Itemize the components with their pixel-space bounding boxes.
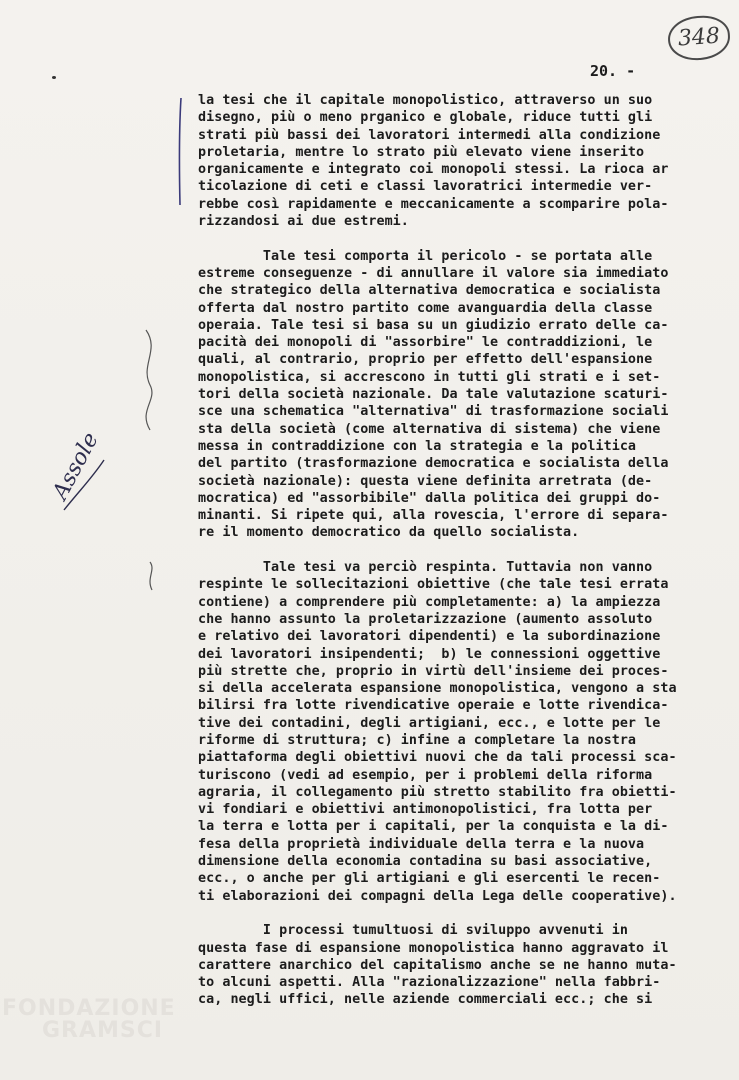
- text-line: ti elaborazioni dei compagni della Lega delle cooperative).: [198, 888, 677, 904]
- text-line: organicamente e integrato coi monopoli stessi. La rioca ar: [198, 162, 669, 178]
- text-line: vi fondiari e obiettivi antimonopolistici, fra lotta per: [198, 802, 653, 818]
- text-line: [198, 905, 718, 922]
- text-line: ca, negli uffici, nelle aziende commerciali ecc.; che si: [198, 992, 653, 1008]
- text-line: messa in contraddizione con la strategia e la politica: [198, 438, 637, 454]
- text-line: proletaria, mentre lo strato più elevato viene inserito: [198, 144, 645, 160]
- text-line: dei lavoratori insipendenti; b) le connessioni oggettive: [198, 646, 661, 662]
- text-line: operaia. Tale tesi si basa su un giudizio errato delle ca-: [198, 317, 669, 333]
- text-line: strati più bassi dei lavoratori intermedi alla condizione: [198, 127, 661, 143]
- text-line: sta della società (come alternativa di sistema) che viene: [198, 421, 661, 437]
- text-line: questa fase di espansione monopolistica hanno aggravato il: [198, 940, 669, 956]
- text-line: quali, al contrario, proprio per effetto dell'espansione: [198, 352, 653, 368]
- text-line: re il momento democratico da quello socialista.: [198, 525, 580, 541]
- text-line: [198, 542, 718, 559]
- text-line: to alcuni aspetti. Alla "razionalizzazione" nella fabbri-: [198, 975, 661, 991]
- text-line: carattere anarchico del capitalismo anche se ne hanno muta-: [198, 957, 677, 973]
- text-line: tori della società nazionale. Da tale valutazione scaturi-: [198, 387, 669, 403]
- text-line: Tale tesi va perciò respinta. Tuttavia non vanno: [198, 560, 653, 576]
- text-line: minanti. Si ripete qui, alla rovescia, l'errore di separa-: [198, 508, 669, 524]
- typewritten-body: [198, 92, 718, 1009]
- text-line: e relativo dei lavoratori dipendenti) e la subordinazione: [198, 629, 661, 645]
- text-line: dimensione della economia contadina su basi associative,: [198, 854, 653, 870]
- watermark-line-2: GRAMSCI: [42, 1018, 164, 1043]
- text-line: piattaforma degli obiettivi nuovi che da tali processi sca-: [198, 750, 677, 766]
- text-line: rebbe così rapidamente e meccanicamente a scomparire pola-: [198, 196, 669, 212]
- text-line: rizzandosi ai due estremi.: [198, 214, 409, 230]
- text-line: mocratica) ed "assorbibile" dalla politica dei gruppi do-: [198, 490, 661, 506]
- text-line: riforme di struttura; c) infine a completare la nostra: [198, 732, 637, 748]
- text-line: [198, 230, 718, 247]
- text-line: Tale tesi comporta il pericolo - se portata alle: [198, 248, 653, 264]
- text-line: ecc., o anche per gli artigiani e gli esercenti le recen-: [198, 871, 661, 887]
- text-line: turiscono (vedi ad esempio, per i problemi della riforma: [198, 767, 653, 783]
- text-line: pacità dei monopoli di "assorbire" le contraddizioni, le: [198, 335, 653, 351]
- text-line: la tesi che il capitale monopolistico, attraverso un suo: [198, 93, 653, 108]
- text-line: società nazionale): questa viene definita arretrata (de-: [198, 473, 653, 489]
- text-line: sce una schematica "alternativa" di trasformazione sociali: [198, 404, 669, 420]
- text-line: bilirsi fra lotte rivendicative operaie e lotte rivendica-: [198, 698, 669, 714]
- text-line: monopolistica, si accrescono in tutti gli strati e i set-: [198, 369, 661, 385]
- text-line: agraria, il collegamento più stretto stabilito fra obietti-: [198, 784, 677, 800]
- ink-dot: [52, 76, 56, 79]
- handwritten-margin-note: Assole: [48, 428, 104, 504]
- text-line: disegno, più o meno prganico e globale, riduce tutti gli: [198, 110, 653, 126]
- text-line: fesa della proprietà individuale della terra e la nuova: [198, 836, 645, 852]
- text-line: più strette che, proprio in virtù dell'insieme dei proces-: [198, 663, 669, 679]
- text-line: la terra e lotta per i capitali, per la conquista e la di-: [198, 819, 669, 835]
- archive-page-stamp: 348: [667, 14, 732, 62]
- text-line: tive dei contadini, degli artigiani, ecc., e lotte per le: [198, 715, 661, 731]
- text-line: del partito (trasformazione democratica e socialista della: [198, 456, 669, 472]
- small-bracket-mark: [150, 562, 152, 590]
- text-line: respinte le sollecitazioni obiettive (che tale tesi errata: [198, 577, 669, 593]
- page-number: 20. -: [590, 62, 636, 80]
- text-line: estreme conseguenze - di annullare il valore sia immediato: [198, 265, 669, 281]
- curly-bracket-mark: [146, 330, 152, 430]
- text-line: offerta dal nostro partito come avanguardia della classe: [198, 300, 653, 316]
- text-line: si della accelerata espansione monopolistica, vengono a sta: [198, 681, 677, 697]
- margin-markings: [0, 0, 200, 1080]
- vertical-margin-line: [179, 98, 181, 205]
- watermark-line-1: FONDAZIONE: [2, 996, 176, 1021]
- text-line: che strategico della alternativa democratica e socialista: [198, 283, 661, 299]
- text-line: che hanno assunto la proletarizzazione (aumento assoluto: [198, 611, 653, 627]
- text-line: ticolazione di ceti e classi lavoratrici intermedie ver-: [198, 179, 653, 195]
- text-line: I processi tumultuosi di sviluppo avvenuti in: [198, 923, 628, 939]
- text-line: contiene) a comprendere più completamente: a) la ampiezza: [198, 594, 661, 610]
- foundation-watermark: [2, 998, 176, 1042]
